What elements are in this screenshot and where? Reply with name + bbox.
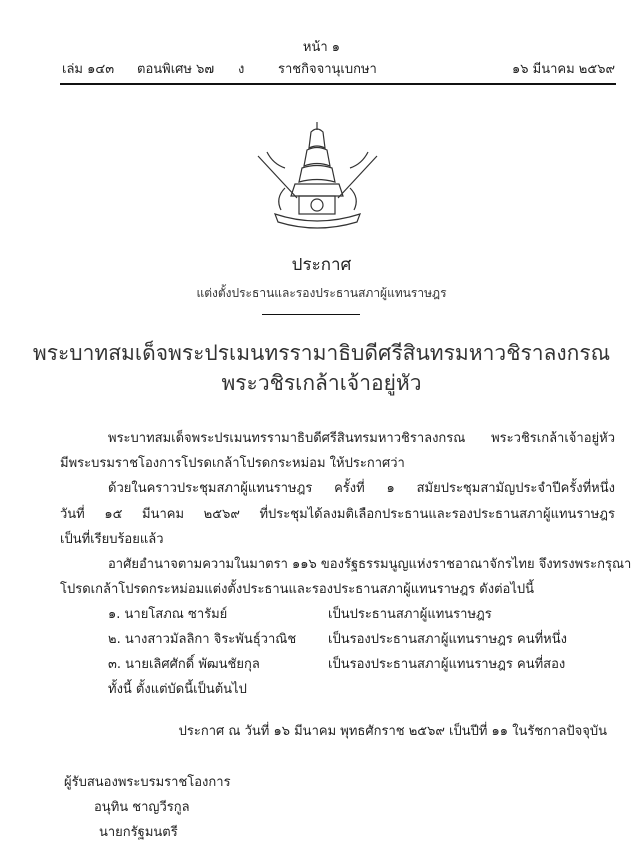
- issue-date: ๑๖ มีนาคม ๒๕๖๙: [512, 62, 615, 77]
- paragraph-1-line: พระบาทสมเด็จพระปรเมนทรรามาธิบดีศรีสินทรมหาวชิราลงกรณ พระวชิรเกล้าเจ้าอยู่หัว: [108, 431, 615, 446]
- title-divider: [262, 314, 360, 315]
- paragraph-3-line: โปรดเกล้าโปรดกระหม่อมแต่งตั้งประธานและรองประธานสภาผู้แทนราษฎร ดังต่อไปนี้: [60, 582, 535, 597]
- announcement-title: ประกาศ: [291, 255, 352, 275]
- appointee-position: เป็นรองประธานสภาผู้แทนราษฎร คนที่หนึ่ง: [328, 632, 567, 647]
- paragraph-3-line: อาศัยอำนาจตามความในมาตรา ๑๑๖ ของรัฐธรรมนูญแห่งราชอาณาจักรไทย จึงทรงพระกรุณา: [108, 557, 632, 572]
- royal-name-line-2: พระวชิรเกล้าเจ้าอยู่หัว: [221, 371, 422, 395]
- signatory-title: นายกรัฐมนตรี: [99, 825, 178, 840]
- paragraph-2-line: เป็นที่เรียบร้อยแล้ว: [60, 532, 164, 547]
- appointee-name: ๒. นางสาวมัลลิกา จิระพันธุ์วาณิช: [108, 632, 297, 647]
- header-divider: [60, 83, 616, 85]
- countersign-label: ผู้รับสนองพระบรมราชโองการ: [64, 775, 231, 790]
- issue: ตอนพิเศษ ๖๗: [137, 62, 215, 77]
- paragraph-1-line: มีพระบรมราชโองการโปรดเกล้าโปรดกระหม่อม ให้ประกาศว่า: [60, 456, 405, 471]
- royal-name-line-1: พระบาทสมเด็จพระปรเมนทรรามาธิบดีศรีสินทรมหาวชิราลงกรณ: [32, 341, 611, 365]
- paragraph-2-line: ด้วยในคราวประชุมสภาผู้แทนราษฎร ครั้งที่ ๑ สมัยประชุมสามัญประจำปีครั้งที่หนึ่ง: [108, 481, 615, 496]
- section: ง: [238, 62, 245, 77]
- appointee-name: ๑. นายโสภณ ซารัมย์: [108, 607, 228, 622]
- closing-date: ประกาศ ณ วันที่ ๑๖ มีนาคม พุทธศักราช ๒๕๖๙ เป็นปีที่ ๑๑ ในรัชกาลปัจจุบัน: [178, 724, 607, 739]
- royal-emblem-icon: [255, 118, 380, 233]
- page-number: หน้า ๑: [302, 40, 341, 55]
- volume: เล่ม ๑๔๓: [62, 62, 115, 77]
- announcement-subtitle: แต่งตั้งประธานและรองประธานสภาผู้แทนราษฎร: [196, 286, 447, 300]
- paragraph-2-line: วันที่ ๑๕ มีนาคม ๒๕๖๙ ที่ประชุมได้ลงมติเลือกประธานและรองประธานสภาผู้แทนราษฎร: [60, 507, 615, 522]
- appointee-position: เป็นประธานสภาผู้แทนราษฎร: [328, 607, 492, 622]
- appointee-name: ๓. นายเลิศศักดิ์ พัฒนชัยกุล: [108, 657, 260, 672]
- publication-name: ราชกิจจานุเบกษา: [278, 62, 377, 77]
- signatory-name: อนุทิน ชาญวีรกูล: [94, 800, 190, 815]
- effective-statement: ทั้งนี้ ตั้งแต่บัดนี้เป็นต้นไป: [108, 682, 247, 697]
- appointee-position: เป็นรองประธานสภาผู้แทนราษฎร คนที่สอง: [328, 657, 566, 672]
